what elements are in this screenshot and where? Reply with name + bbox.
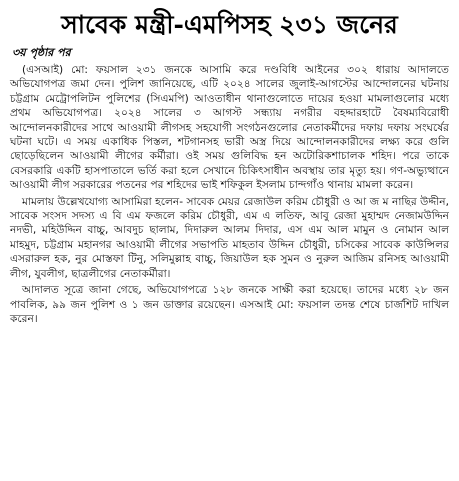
article-paragraph-2: মামলায় উল্লেখযোগ্য আসামিরা হলেন- সাবেক মেয়র রেজাউল করিম চৌধুরী ও আ জ ম নাছির উদ্দীন, সাবেক সংসদ সদস্য এ বি এম ফজলে করিম চৌধুরী, এম এ লতিফ, আবু রেজা মুহাম্মদ নেজামউদ্দিন নদভী, মহিউদ্দিন বাচ্চু, আবদুচ ছালাম, দিদারুল আলম দিদার, এস এম আল মামুন ও নোমান আল মাহমুদ, চট্টগ্রাম মহানগর আওয়ামী লীগের সভাপতি মাহতাব উদ্দিন চৌধুরী, চসিকের সাবেক কাউন্সিলর এসরারুল হক, নুর মোস্তফা টিনু, সলিমুল্লাহ বাচ্চু, জিয়াউল হক সুমন ও নুরুল আজিম রনিসহ আওয়ামী লীগ, যুবলীগ, ছাত্রলীগের নেতাকর্মীরা। (10, 195, 449, 280)
article-paragraph-3: আদালত সূত্রে জানা গেছে, অভিযোগপত্রে ১২৮ জনকে সাক্ষী করা হয়েছে। তাদের মধ্যে ২৮ জন পাবলিক, ৯৯ জন পুলিশ ও ১ জন ডাক্তার রয়েছেন। এসআই মো: ফয়সাল তদন্ত শেষে চার্জশিট দাখিল করেন। (10, 284, 449, 325)
continued-from-label: ৩য় পৃষ্ঠার পর (12, 46, 71, 59)
article-paragraph-1: (এসআই) মো: ফয়সাল ২৩১ জনকে আসামি করে দণ্ডবিধি আইনের ৩০২ ধারায় আদালতে অভিযোগপত্র জমা দেন। পুলিশ জানিয়েছে, এটি ২০২৪ সালের জুলাই-আগস্টের আন্দোলনের ঘটনায় চট্টগ্রাম মেট্রোপলিটন পুলিশের (সিএমপি) আওতাধীন থানাগুলোতে দায়ের হওয়া মামলাগুলোর মধ্যে প্রথম অভিযোগপত্র। ২০২৪ সালের ৩ আগস্ট সন্ধ্যায় নগরীর বহদ্দারহাটে বৈষম্যবিরোধী আন্দোলনকারীদের সাথে আওয়ামী লীগসহ সহযোগী সংগঠনগুলোর নেতাকর্মীদের দফায় দফায় সংঘর্ষের ঘটনা ঘটে। এ সময় একাধিক পিস্তল, শটগানসহ ভারী অস্ত্র দিয়ে আন্দোলনকারীদের লক্ষ্য করে গুলি ছোড়েছিলেন আওয়ামী লীগের কর্মীরা। ওই সময় গুলিবিদ্ধ হন অটোরিকশাচালক শহিদ। পরে তাকে বেসরকারি একটি হাসপাতালে ভর্তি করা হলে সেখানে চিকিৎসাধীন অবস্থায় তার মৃত্যু হয়। গণ-অভ্যুত্থানে আওয়ামী লীগ সরকারের পতনের পর শহিদের ভাই শফিকুল ইসলাম চান্দগাঁও থানায় মামলা করেন। (10, 64, 449, 192)
headline: সাবেক মন্ত্রী-এমপিসহ ২৩১ জনের (61, 10, 398, 39)
